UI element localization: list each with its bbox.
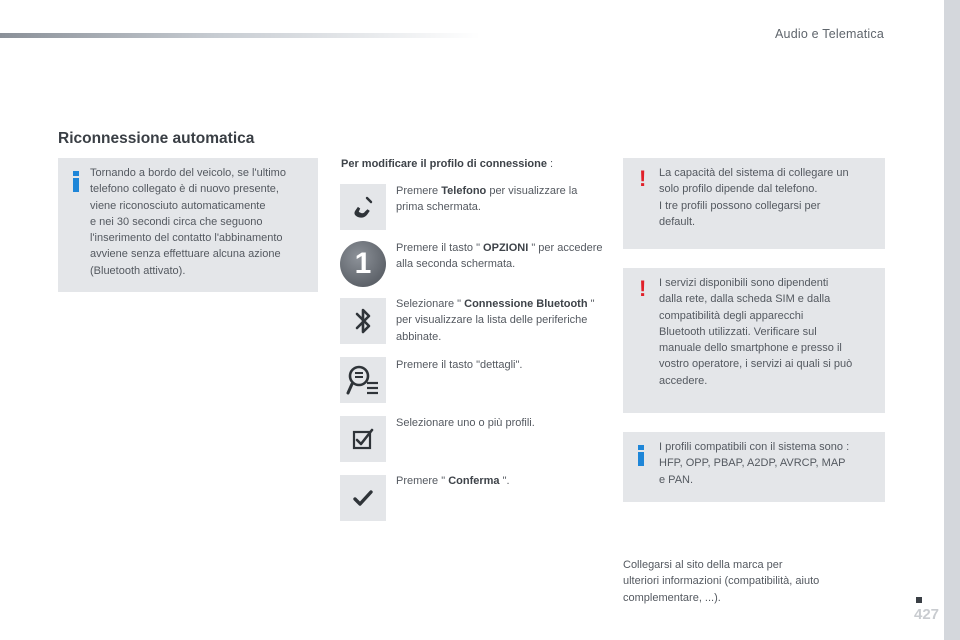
procedure-heading: Per modificare il profilo di connessione : — [341, 158, 554, 170]
step-phone-text: Premere Telefono per visualizzare la prima schermata. — [396, 185, 578, 214]
warning-services-text: I servizi disponibili sono dipendenti dalla rete, dalla scheda SIM e dalla compatibilità degli apparecchi Bluetooth utilizzati. Verificare sul manuale dello smartphone e presso il vostro operatore, i servizi ai quali si può accedere. — [659, 277, 853, 387]
section-header: Audio e Telematica — [775, 27, 884, 41]
checkbox-icon — [350, 426, 376, 452]
info-icon-dot — [73, 171, 79, 176]
phone-icon-box — [340, 184, 386, 230]
checkmark-icon-box — [340, 475, 386, 521]
info-note-text: Tornando a bordo del veicolo, se l'ultimo telefono collegato è di nuovo presente, viene riconosciuto automaticamente e nei 30 secondi circa che seguono l'inserimento del contatto l'abbinamento avviene senza effettuare alcuna azione (Bluetooth attivato). — [90, 167, 286, 277]
warning-icon: ! — [639, 166, 647, 191]
details-icon-box — [340, 357, 386, 403]
bluetooth-icon-box — [340, 298, 386, 344]
warning-box-profile — [623, 158, 885, 249]
step-confirm-text: Premere " Conferma ". — [396, 475, 510, 487]
step-number-badge: 1 — [340, 241, 386, 287]
info-profiles-text: I profili compatibili con il sistema sono : HFP, OPP, PBAP, A2DP, AVRCP, MAP e PAN. — [659, 441, 850, 486]
info-note-box — [58, 158, 318, 292]
footer-note: Collegarsi al sito della marca per ulteriori informazioni (compatibilità, aiuto complementare, ...). — [623, 559, 820, 604]
warning-profile-text: La capacità del sistema di collegare un solo profilo dipende dal telefono. I tre profili possono collegarsi per default. — [659, 167, 849, 228]
checkmark-icon — [351, 486, 375, 510]
info-icon — [73, 178, 79, 192]
warning-box-services — [623, 268, 885, 413]
warning-icon: ! — [639, 276, 647, 301]
page-number: 427 — [914, 606, 940, 623]
page-marker — [916, 597, 922, 603]
info-box-profiles — [623, 432, 885, 502]
step-bluetooth-text: Selezionare " Connessione Bluetooth " per visualizzare la lista delle periferiche abbinate. — [396, 298, 595, 343]
step-options-text: Premere il tasto " OPZIONI " per accedere alla seconda schermata. — [396, 242, 603, 271]
header-decor-bar — [0, 33, 480, 38]
step-details-text: Premere il tasto "dettagli". — [396, 359, 523, 371]
page-title: Riconnessione automatica — [58, 130, 255, 147]
page-edge-strip — [944, 0, 960, 640]
step-profiles-text: Selezionare uno o più profili. — [396, 417, 535, 429]
checkbox-icon-box — [340, 416, 386, 462]
phone-icon — [349, 193, 377, 221]
bluetooth-icon — [351, 305, 375, 337]
info-icon — [638, 452, 644, 466]
info-icon-dot — [638, 445, 644, 450]
details-icon — [346, 363, 380, 397]
